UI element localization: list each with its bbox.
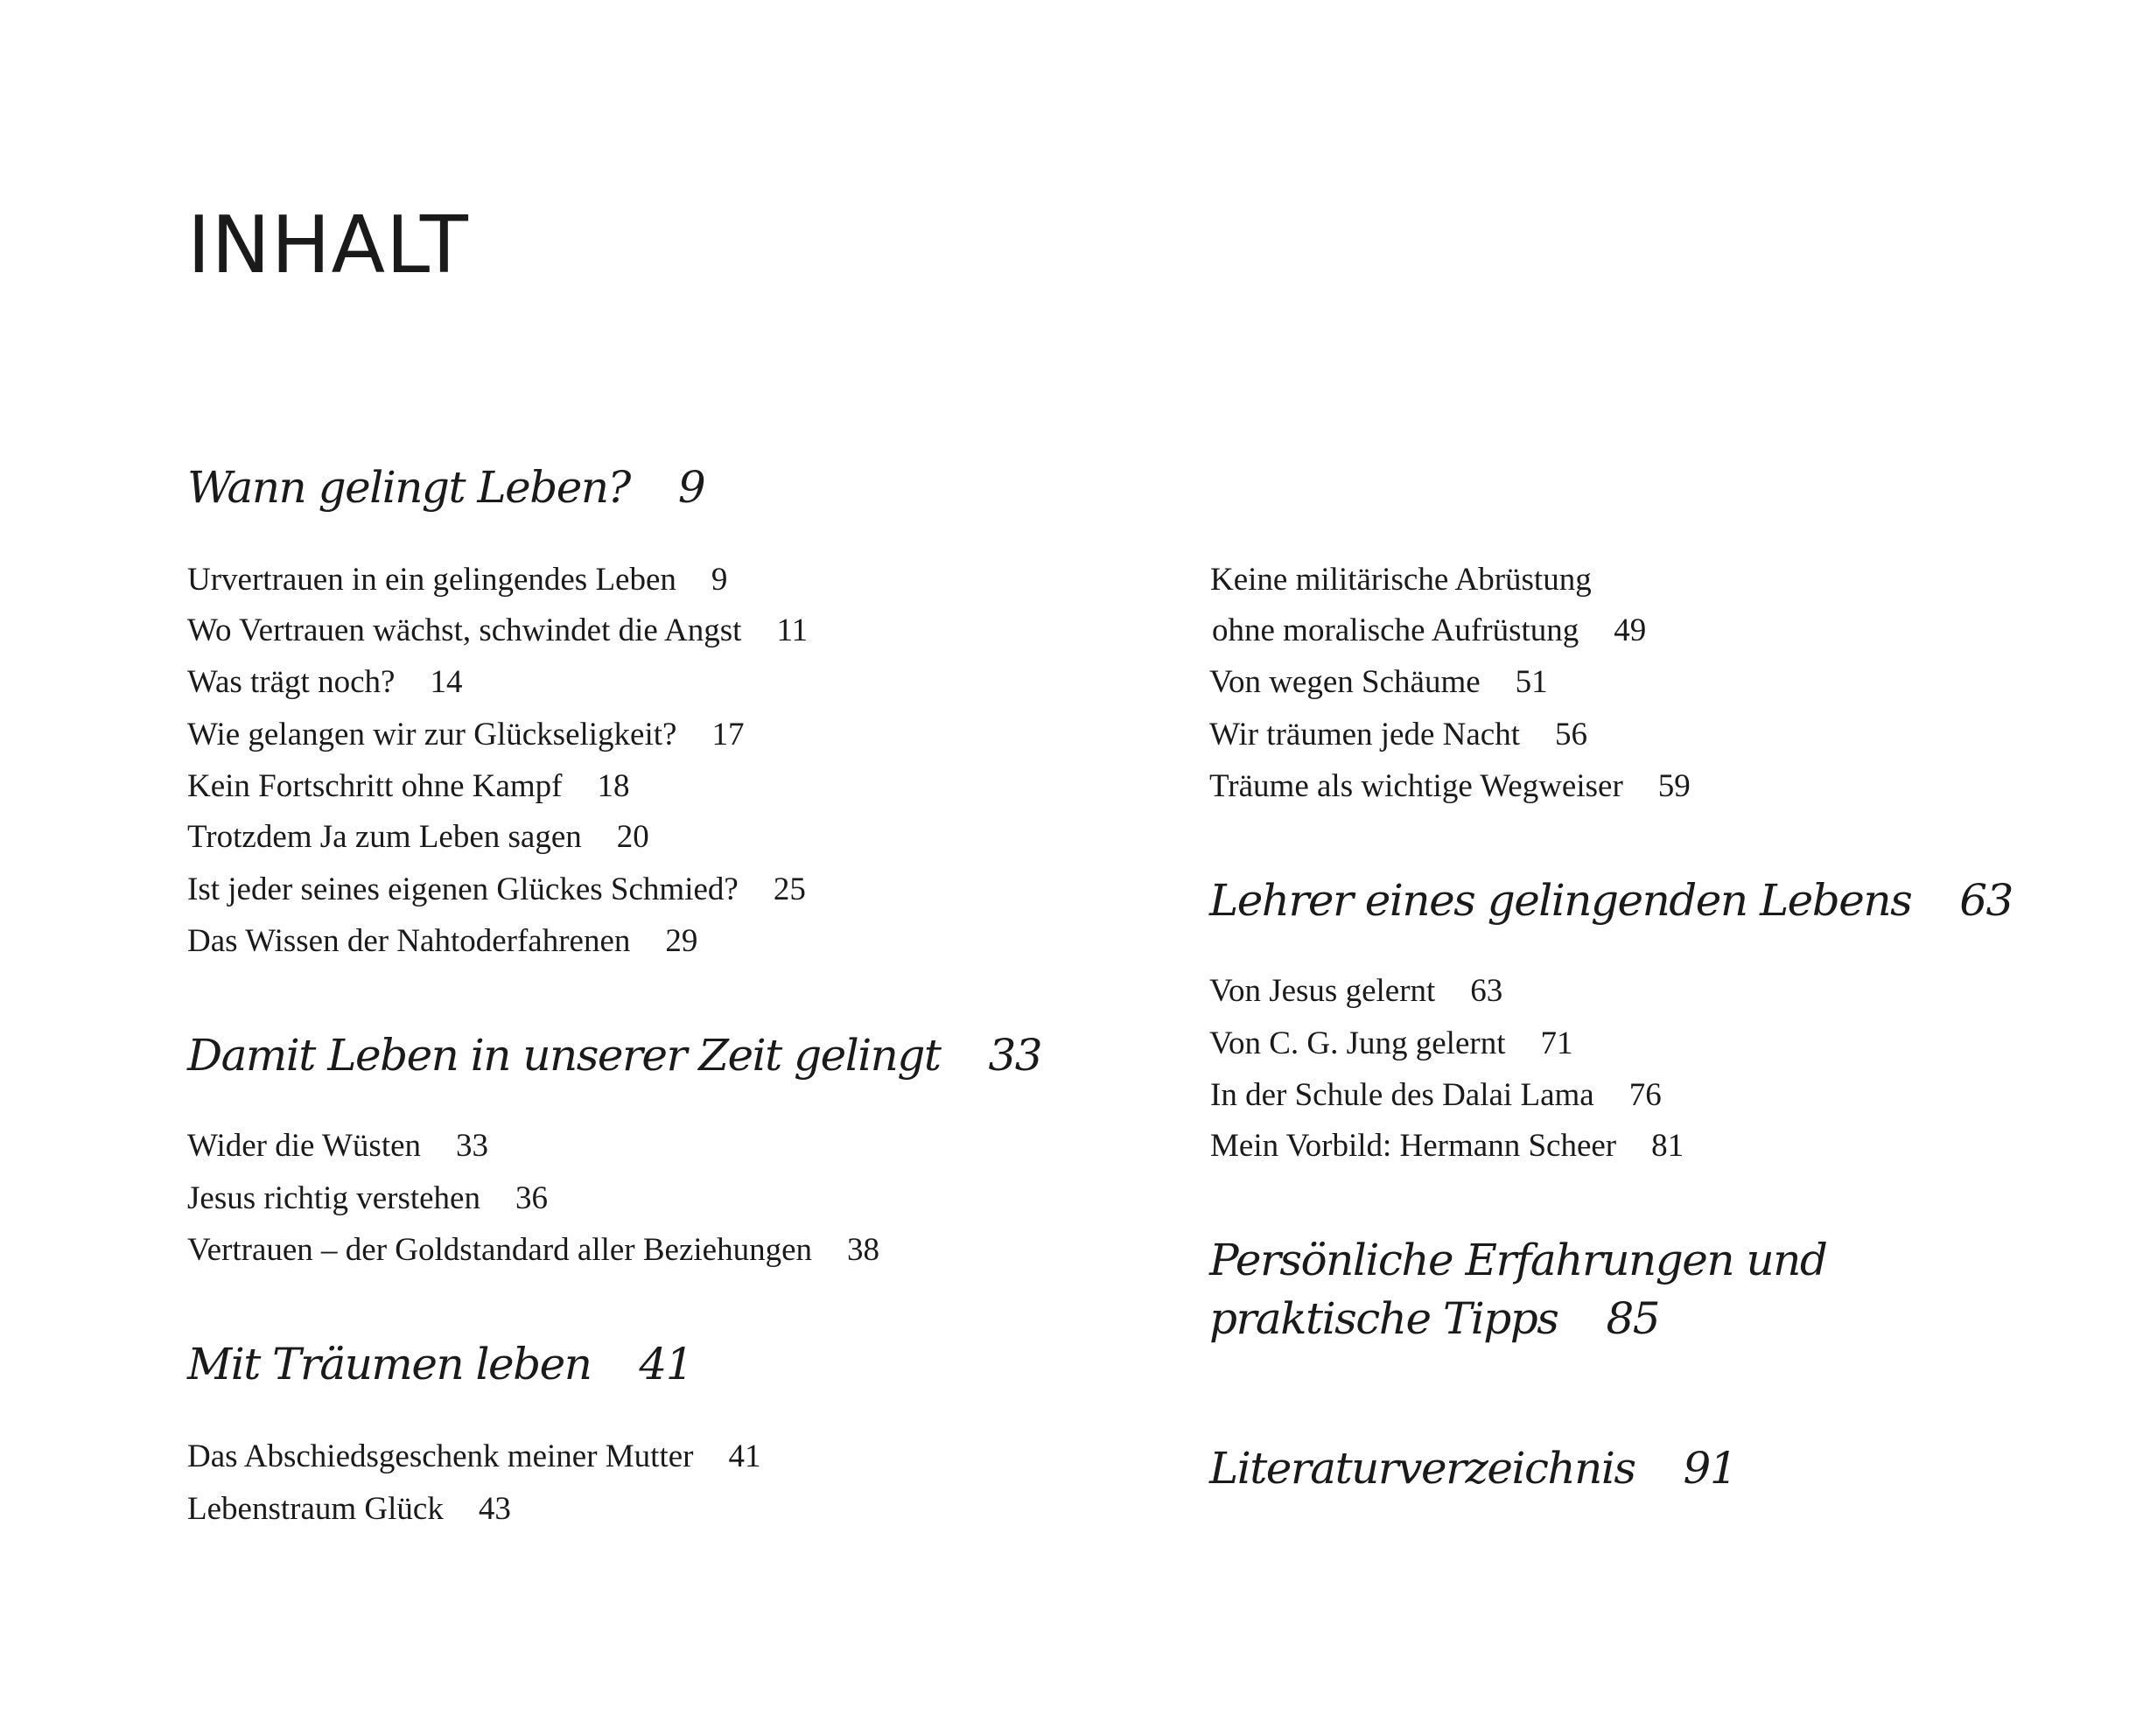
entry-page: 20: [616, 819, 649, 855]
toc-entry[interactable]: [1212, 614, 1646, 647]
toc-chapter-heading[interactable]: [187, 462, 705, 513]
entry-title: Keine militärische Abrüstung: [1210, 562, 1592, 598]
chapter-page: 9: [677, 462, 705, 513]
toc-entry[interactable]: [1209, 770, 1691, 802]
toc-chapter-heading[interactable]: [187, 1339, 693, 1390]
toc-entry[interactable]: [1210, 1079, 1662, 1111]
toc-entry[interactable]: [187, 821, 649, 853]
toc-entry[interactable]: [187, 666, 462, 698]
entry-page: 9: [711, 562, 728, 598]
toc-entry[interactable]: [187, 1234, 879, 1266]
chapter-title: Literaturverzeichnis: [1209, 1443, 1635, 1494]
entry-page: 25: [773, 872, 806, 907]
entry-title: Von Jesus gelernt: [1209, 973, 1436, 1009]
toc-entry[interactable]: [1209, 975, 1502, 1007]
toc-entry-line1[interactable]: [1210, 564, 1592, 596]
chapter-title: Lehrer eines gelingenden Lebens: [1209, 875, 1912, 926]
entry-title: Kein Fortschritt ohne Kampf: [187, 768, 563, 804]
toc-entry[interactable]: [1209, 666, 1548, 698]
entry-title: Wir träumen jede Nacht: [1209, 717, 1520, 752]
chapter-title: Mit Träumen leben: [187, 1339, 592, 1390]
toc-entry[interactable]: [187, 1493, 511, 1525]
toc-chapter-heading[interactable]: [187, 1030, 1042, 1081]
toc-entry[interactable]: [187, 564, 727, 596]
entry-title: ohne moralische Aufrüstung: [1212, 612, 1579, 648]
entry-title: Das Abschiedsgeschenk meiner Mutter: [187, 1438, 694, 1474]
entry-page: 36: [515, 1180, 548, 1216]
page-title: INHALT: [187, 200, 469, 291]
entry-title: Wie gelangen wir zur Glückseligkeit?: [187, 717, 677, 752]
entry-page: 59: [1657, 768, 1691, 804]
entry-title: Von C. G. Jung gelernt: [1209, 1026, 1506, 1061]
toc-chapter-heading[interactable]: [1209, 1293, 1660, 1344]
chapter-title: Persönliche Erfahrungen und: [1209, 1235, 1827, 1285]
toc-entry[interactable]: [187, 1440, 761, 1473]
toc-entry[interactable]: [187, 873, 806, 906]
entry-page: 29: [665, 923, 698, 959]
toc-chapter-heading[interactable]: [1209, 875, 2013, 926]
entry-title: Träume als wichtige Wegweiser: [1209, 768, 1623, 804]
entry-title: Ist jeder seines eigenen Glückes Schmied?: [187, 872, 739, 907]
chapter-title: praktische Tipps: [1209, 1293, 1558, 1344]
entry-page: 18: [597, 768, 630, 804]
entry-title: Wo Vertrauen wächst, schwindet die Angst: [187, 612, 742, 648]
entry-title: Urvertrauen in ein gelingendes Leben: [187, 562, 676, 598]
entry-title: Von wegen Schäume: [1209, 664, 1481, 700]
entry-title: Das Wissen der Nahtoderfahrenen: [187, 923, 631, 959]
entry-page: 41: [728, 1438, 761, 1474]
chapter-page: 91: [1683, 1443, 1737, 1494]
chapter-title: Damit Leben in unserer Zeit gelingt: [187, 1030, 941, 1081]
entry-title: Wider die Wüsten: [187, 1128, 422, 1164]
entry-page: 14: [430, 664, 463, 700]
chapter-page: 63: [1959, 875, 2013, 926]
toc-entry[interactable]: [1209, 718, 1587, 751]
entry-page: 71: [1540, 1026, 1573, 1061]
entry-title: Vertrauen – der Goldstandard aller Beziehungen: [187, 1232, 813, 1268]
toc-entry[interactable]: [187, 1182, 548, 1214]
entry-page: 63: [1470, 973, 1503, 1009]
toc-entry[interactable]: [187, 925, 697, 957]
toc-chapter-heading-line1[interactable]: [1209, 1235, 1827, 1285]
toc-chapter-heading[interactable]: [1209, 1443, 1737, 1494]
chapter-page: 33: [988, 1030, 1042, 1081]
entry-page: 49: [1614, 612, 1647, 648]
entry-page: 38: [847, 1232, 880, 1268]
entry-page: 11: [776, 612, 809, 648]
entry-page: 43: [478, 1491, 511, 1527]
entry-title: In der Schule des Dalai Lama: [1210, 1077, 1594, 1113]
entry-page: 56: [1555, 717, 1587, 752]
entry-title: Trotzdem Ja zum Leben sagen: [187, 819, 582, 855]
entry-page: 17: [711, 717, 745, 752]
toc-entry[interactable]: [1209, 1027, 1572, 1060]
toc-entry[interactable]: [187, 614, 808, 647]
toc-entry[interactable]: [187, 1130, 488, 1162]
entry-title: Jesus richtig verstehen: [187, 1180, 480, 1216]
chapter-page: 41: [639, 1339, 693, 1390]
toc-entry[interactable]: [1210, 1130, 1684, 1162]
chapter-title: Wann gelingt Leben?: [187, 462, 630, 513]
entry-page: 33: [456, 1128, 489, 1164]
chapter-page: 85: [1606, 1293, 1660, 1344]
entry-page: 76: [1628, 1077, 1662, 1113]
toc-entry[interactable]: [187, 770, 630, 802]
entry-title: Mein Vorbild: Hermann Scheer: [1210, 1128, 1617, 1164]
entry-title: Was trägt noch?: [187, 664, 396, 700]
entry-page: 51: [1515, 664, 1548, 700]
toc-entry[interactable]: [187, 718, 744, 751]
entry-title: Lebenstraum Glück: [187, 1491, 444, 1527]
entry-page: 81: [1651, 1128, 1684, 1164]
